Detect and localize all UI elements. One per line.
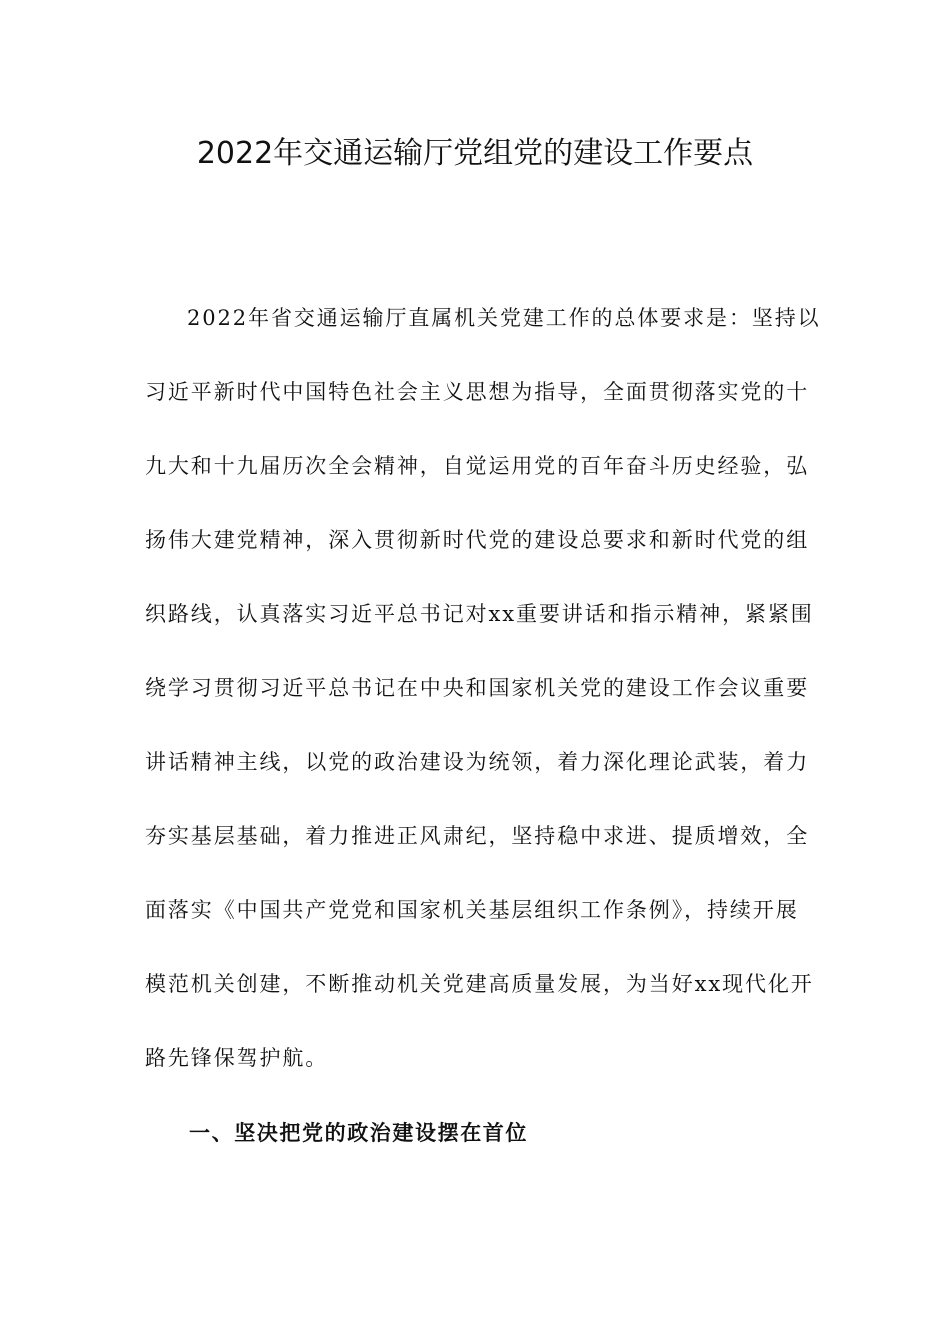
paragraph-line: 讲话精神主线，以党的政治建设为统领，着力深化理论武装，着力 [145, 750, 810, 774]
paragraph-line: 绕学习贯彻习近平总书记在中央和国家机关党的建设工作会议重要 [145, 676, 810, 700]
paragraph-line: 模范机关创建，不断推动机关党建高质量发展，为当好xx现代化开 [145, 972, 814, 996]
paragraph-line: 扬伟大建党精神，深入贯彻新时代党的建设总要求和新时代党的组 [145, 528, 810, 552]
paragraph-line: 面落实《中国共产党党和国家机关基层组织工作条例》，持续开展 [145, 898, 799, 922]
paragraph-line: 路先锋保驾护航。 [145, 1046, 329, 1070]
paragraph-line: 九大和十九届历次全会精神，自觉运用党的百年奋斗历史经验，弘 [145, 454, 810, 478]
intro-paragraph [145, 281, 821, 1095]
paragraph-line: 夯实基层基础，着力推进正风肃纪，坚持稳中求进、提质增效，全 [145, 824, 810, 848]
document-title: 2022年交通运输厅党组党的建设工作要点 [196, 136, 754, 171]
paragraph-line: 习近平新时代中国特色社会主义思想为指导，全面贯彻落实党的十 [145, 380, 810, 404]
paragraph-line: 2022年省交通运输厅直属机关党建工作的总体要求是：坚持以 [187, 306, 821, 330]
paragraph-line: 织路线，认真落实习近平总书记对xx重要讲话和指示精神，紧紧围 [145, 602, 814, 626]
section-heading: 一、坚决把党的政治建设摆在首位 [189, 1121, 528, 1145]
